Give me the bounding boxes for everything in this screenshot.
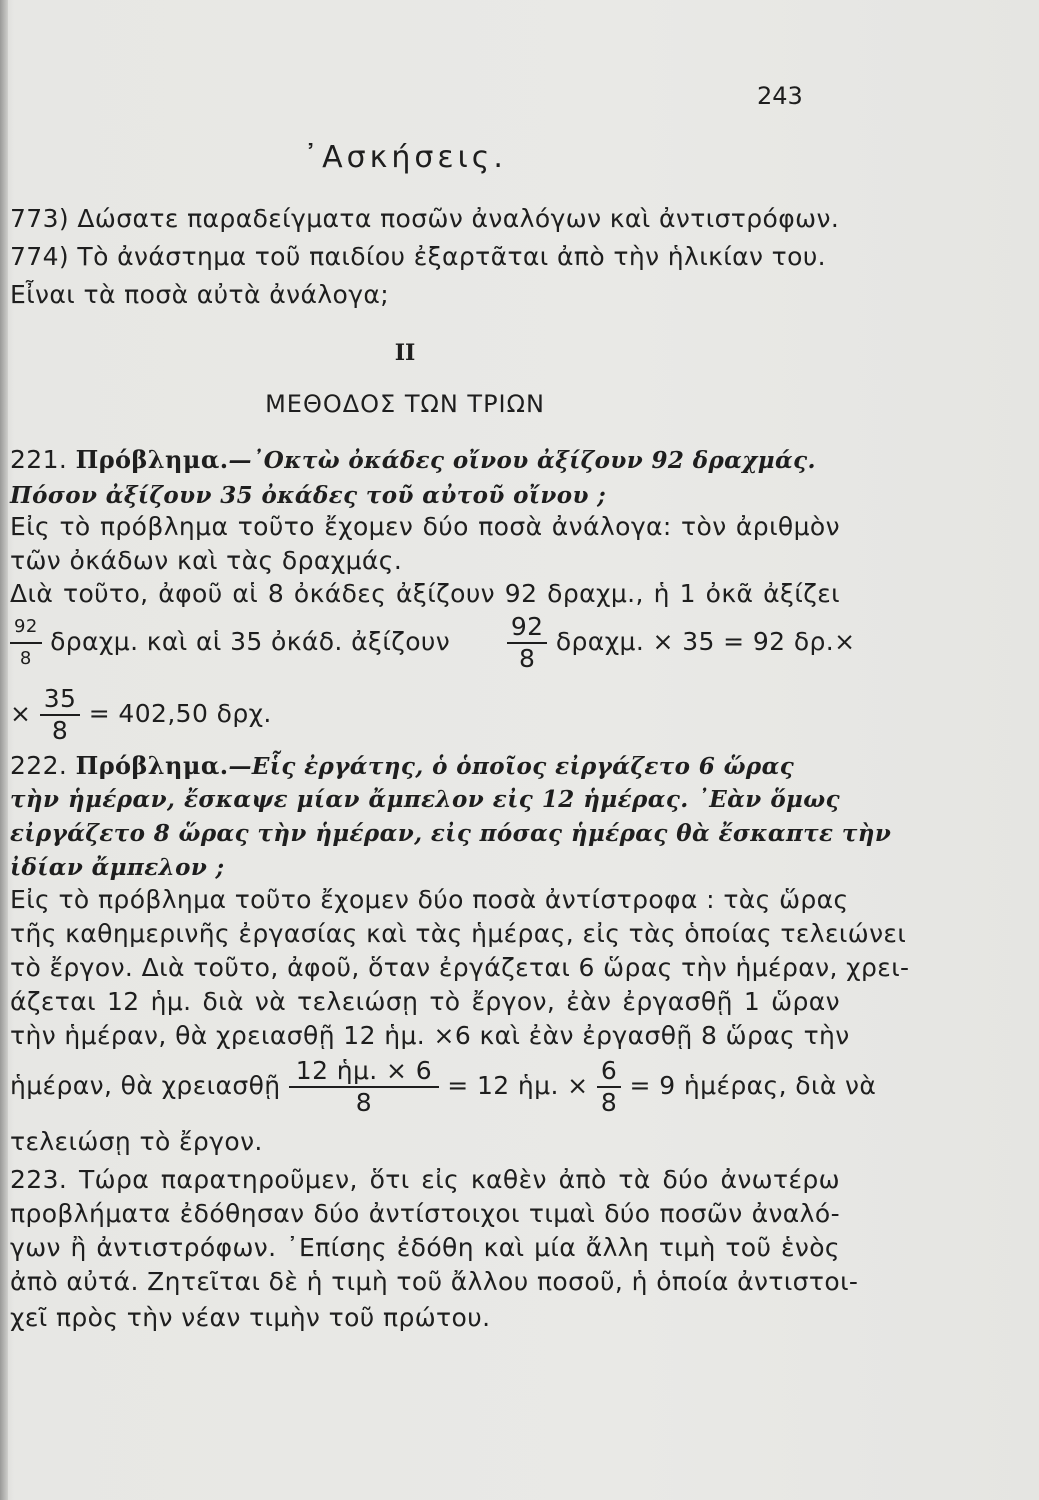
equation-text: = 402,50 δρχ. [88,699,272,728]
problem-number: 221. [10,445,68,474]
problem-statement: —᾿Οκτὼ ὀκάδες οἴνου ἀξίζουν 92 δραχμάς. [228,447,816,474]
fraction-denominator: 8 [19,648,32,669]
part-numeral: II [394,340,416,366]
problem-label: Πρόβλημα. [75,751,229,780]
text-line: τῶν ὀκάδων καὶ τὰς δραχμάς. [10,546,403,575]
fraction [40,684,81,746]
text-line: προβλήματα ἐδόθησαν δύο ἀντίστοιχοι τιμαὶ δύο ποσῶν ἀναλό- [10,1199,840,1228]
fraction-denominator: 8 [355,1088,373,1117]
fraction-numerator: 92 [10,612,42,644]
text-line: 223. Τώρα παρατηροῦμεν, ὅτι εἰς καθὲν ἀπὸ τὰ δύο ἀνωτέρω [10,1165,840,1194]
equation-text: δραχμ. καὶ αἱ 35 ὀκάδ. ἀξίζουν [50,627,451,656]
text-line: άζεται 12 ἡμ. διὰ νὰ τελειώσῃ τὸ ἔργον, ἐὰν ἐργασθῇ 1 ὥραν [10,987,840,1016]
fraction [289,1056,439,1118]
text-line: τὸ ἔργον. Διὰ τοῦτο, ἀφοῦ, ὅταν ἐργάζεται 6 ὥρας τὴν ἡμέραν, χρει- [10,953,910,982]
equation-text: δραχμ. × 35 = 92 δρ.× [555,627,856,656]
equation-line [10,684,272,746]
text-line: γων ἢ ἀντιστρόφων. ᾿Επίσης ἐδόθη καὶ μία ἄλλη τιμὴ τοῦ ἑνὸς [10,1233,840,1262]
equation-line [10,612,856,674]
exercise-774-continuation: Εἶναι τὰ ποσὰ αὐτὰ ἀνάλογα; [10,280,390,309]
text-line: τῆς καθημερινῆς ἐργασίας καὶ τὰς ἡμέρας, εἰς τὰς ὁποίας τελειώνει [10,919,907,948]
problem-221-statement-line: Πόσον ἀξίζουν 35 ὀκάδες τοῦ αὐτοῦ οἴνου ; [10,482,607,509]
fraction-numerator: 12 ἡμ. × 6 [289,1056,439,1088]
exercise-774: 774) Τὸ ἀνάστημα τοῦ παιδίου ἐξαρτᾶται ἀπὸ τὴν ἡλικίαν του. [10,242,827,271]
fraction-denominator: 8 [600,1088,618,1117]
fraction-numerator: 92 [507,612,548,644]
text-line: τελειώσῃ τὸ ἔργον. [10,1127,263,1156]
problem-222-statement-line: ἰδίαν ἄμπελον ; [10,854,225,881]
problem-statement: —Εἷς ἐργάτης, ὁ ὁποῖος εἰργάζετο 6 ὥρας [228,753,795,780]
text-line: ἀπὸ αὐτά. Ζητεῖται δὲ ἡ τιμὴ τοῦ ἄλλου ποσοῦ, ἡ ὁποία ἀντιστοι- [10,1267,859,1296]
text-line: τὴν ἡμέραν, θὰ χρειασθῇ 12 ἡμ. ×6 καὶ ἐὰν ἐργασθῇ 8 ὥρας τὴν [10,1021,850,1050]
problem-number: 222. [10,751,68,780]
section-title: ΜΕΘΟΔΟΣ ΤΩΝ ΤΡΙΩΝ [265,390,545,418]
equation-text: = 12 ἡμ. × [447,1071,589,1100]
problem-222-statement-line: εἰργάζετο 8 ὥρας τὴν ἡμέραν, εἰς πόσας ἡμέρας θὰ ἔσκαπτε τὴν [10,820,892,847]
equation-text: × [10,699,32,728]
fraction [507,612,548,674]
fraction [597,1056,621,1118]
fraction-numerator: 6 [597,1056,621,1088]
equation-text: = 9 ἡμέρας, διὰ νὰ [629,1071,877,1100]
problem-label: Πρόβλημα. [75,445,229,474]
problem-221-header [10,444,840,477]
page-number: 243 [757,82,803,110]
fraction-numerator: 35 [40,684,81,716]
fraction [10,612,42,674]
equation-line [10,1056,876,1118]
exercise-773: 773) Δώσατε παραδείγματα ποσῶν ἀναλόγων καὶ ἀντιστρόφων. [10,204,840,233]
fraction-denominator: 8 [519,644,536,673]
problem-222-statement-line: τὴν ἡμέραν, ἔσκαψε μίαν ἄμπελον εἰς 12 ἡμέρας. ᾿Εὰν ὅμως [10,786,840,813]
text-line: χεῖ πρὸς τὴν νέαν τιμὴν τοῦ πρώτου. [10,1303,491,1332]
exercises-heading: ᾿Ασκήσεις. [303,140,507,175]
problem-222-header [10,750,840,783]
page-binding-edge [0,0,8,1500]
equation-text: ἡμέραν, θὰ χρειασθῇ [10,1071,281,1100]
fraction-denominator: 8 [51,716,69,745]
text-line: Εἰς τὸ πρόβλημα τοῦτο ἔχομεν δύο ποσὰ ἀνάλογα: τὸν ἀριθμὸν [10,512,840,541]
text-line: Διὰ τοῦτο, ἀφοῦ αἱ 8 ὀκάδες ἀξίζουν 92 δραχμ., ἡ 1 ὀκᾶ ἀξίζει [10,579,840,608]
text-line: Εἰς τὸ πρόβλημα τοῦτο ἔχομεν δύο ποσὰ ἀντίστροφα : τὰς ὥρας [10,885,849,914]
